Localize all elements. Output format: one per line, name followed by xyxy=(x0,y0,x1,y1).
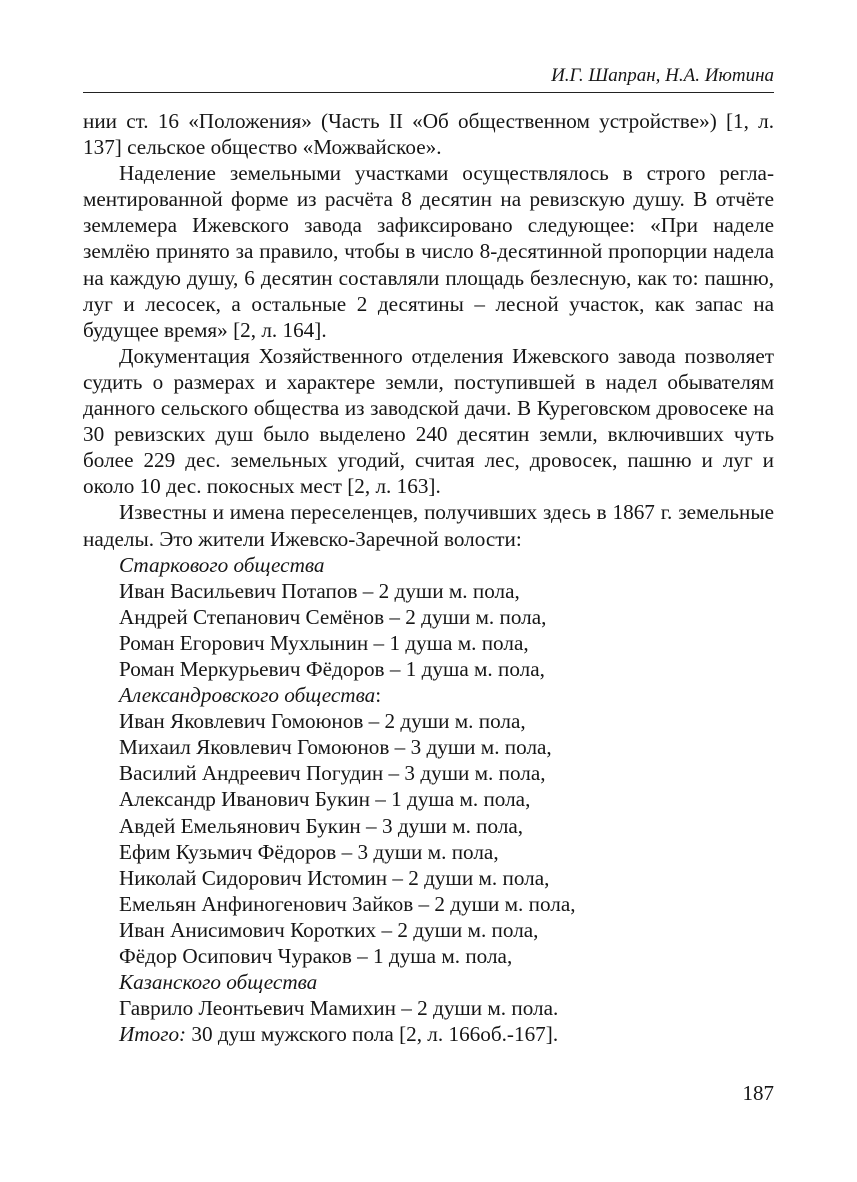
society-name: Старкового общества xyxy=(119,552,325,577)
settler-entry: Иван Васильевич Потапов – 2 души м. пола, xyxy=(119,578,520,603)
paragraph: Наделение земельными участками осуществлялось в строго регламентированной форме из расчёта 8 десятин на ревизскую душу. В отчёте землемера Ижевского завода зафиксировано следующее: «При наделе землёю принято за правило, чтобы в число 8-десятинной пропорции надела на каждую душу, 6 десятин составляли площадь безлесную, как то: пашню, луг и лесосек, а остальные 2 десятины – лесной участок, как запас на будущее время» [2, л. 164]. xyxy=(83,161,774,342)
society-heading xyxy=(83,682,774,708)
total-label: Итого: xyxy=(119,1022,187,1047)
settler-entry: Роман Меркурьевич Фёдоров – 1 душа м. пола, xyxy=(119,656,545,681)
settler-entry: Ефим Кузьмич Фёдоров – 3 души м. пола, xyxy=(119,839,499,864)
society-suffix: : xyxy=(375,683,382,708)
paragraph: Известны и имена переселенцев, получивших здесь в 1867 г. земельные наделы. Это жители Ижевско-Заречной волости: xyxy=(83,500,774,551)
settler-entry: Николай Сидорович Истомин – 2 души м. пола, xyxy=(119,865,550,890)
settler-entry: Гаврило Леонтьевич Мамихин – 2 души м. пола. xyxy=(119,996,559,1021)
settler-entry: Иван Яковлевич Гомоюнов – 2 души м. пола, xyxy=(119,709,526,734)
settler-entry: Фёдор Осипович Чураков – 1 душа м. пола, xyxy=(119,944,513,968)
header-rule xyxy=(83,92,774,93)
society-heading xyxy=(83,552,774,578)
total-text: 30 душ мужского пола [2, л. 166об.-167]. xyxy=(186,1022,559,1047)
settler-entry: Емельян Анфиногенович Зайков – 2 души м. пола, xyxy=(119,891,576,916)
settler-entry: Авдей Емельянович Букин – 3 души м. пола, xyxy=(119,813,524,838)
paragraph: нии ст. 16 «Положения» (Часть II «Об общественном устройстве») [1, л. 137] сельское общество «Можвайское». xyxy=(83,109,774,160)
settler-entry: Роман Егорович Мухлынин – 1 душа м. пола, xyxy=(119,630,529,655)
running-head-authors: И.Г. Шапран, Н.А. Иютина xyxy=(551,65,774,86)
paragraph: Документация Хозяйственного отделения Ижевского завода позволяет судить о размерах и характере земли, поступившей в надел обывателям данного сельского общества из заводской дачи. В Куреговском дровосеке на 30 ревизских душ было выделено 240 десятин земли, включивших чуть более 229 дес. земельных угодий, считая лес, дровосек, пашню и луг и около 10 дес. покосных мест [2, л. 163]. xyxy=(83,343,774,499)
society-name: Казанского общества xyxy=(119,970,318,995)
settler-entry: Александр Иванович Букин – 1 душа м. пола, xyxy=(119,787,531,812)
total-line xyxy=(83,1021,774,1047)
page-number: 187 xyxy=(742,1081,774,1105)
society-heading xyxy=(83,969,774,995)
body-text xyxy=(83,108,774,1047)
settler-entry: Василий Андреевич Погудин – 3 души м. пола, xyxy=(119,761,546,786)
society-name: Александровского общества xyxy=(119,683,376,708)
settler-entry: Михаил Яковлевич Гомоюнов – 3 души м. пола, xyxy=(119,735,552,760)
settler-entry: Андрей Степанович Семёнов – 2 души м. пола, xyxy=(119,604,547,629)
settler-entry: Иван Анисимович Коротких – 2 души м. пола, xyxy=(119,917,539,942)
